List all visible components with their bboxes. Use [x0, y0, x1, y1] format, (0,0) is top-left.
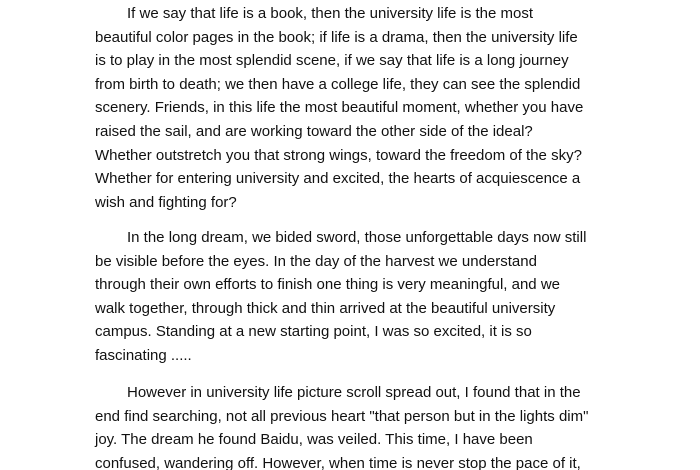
- text-line: wish and fighting for?: [95, 193, 237, 211]
- text-line: However in university life picture scroll spread out, I found that in the: [127, 384, 581, 401]
- paragraph-2: [95, 226, 586, 368]
- text-line: end find searching, not all previous heart "that person but in the lights dim": [95, 407, 589, 425]
- text-line: scenery. Friends, in this life the most beautiful moment, whether you have: [95, 99, 584, 117]
- paragraph-1: [95, 2, 583, 214]
- text-line: joy. The dream he found Baidu, was veiled. This time, I have been: [95, 431, 533, 449]
- text-line: fascinating .....: [95, 346, 192, 364]
- text-line: campus. Standing at a new starting point, I was so excited, it is so: [95, 323, 532, 341]
- text-line: In the long dream, we bided sword, those unforgettable days now still: [127, 229, 587, 246]
- text-line: through their own efforts to finish one thing is very meaningful, and we: [95, 276, 560, 294]
- text-line: beautiful color pages in the book; if life is a drama, then the university life: [95, 28, 578, 46]
- text-line: Whether for entering university and excited, the hearts of acquiescence a: [95, 170, 581, 188]
- text-line: If we say that life is a book, then the university life is the most: [127, 5, 534, 22]
- text-line: is to play in the most splendid scene, if we say that life is a long journey: [95, 52, 569, 70]
- text-line: Whether outstretch you that strong wings, toward the freedom of the sky?: [95, 146, 582, 164]
- text-line: raised the sail, and are working toward the other side of the ideal?: [95, 122, 533, 140]
- text-line: walk together, through thick and thin arrived at the beautiful university: [95, 299, 556, 317]
- text-line: be visible before the eyes. In the day of the harvest we understand: [95, 252, 537, 270]
- text-line: from birth to death; we then have a college life, they can see the splendid: [95, 75, 581, 93]
- text-line: confused, wandering off. However, when time is never stop the pace of it,: [95, 454, 581, 470]
- paragraph-3: [95, 381, 588, 470]
